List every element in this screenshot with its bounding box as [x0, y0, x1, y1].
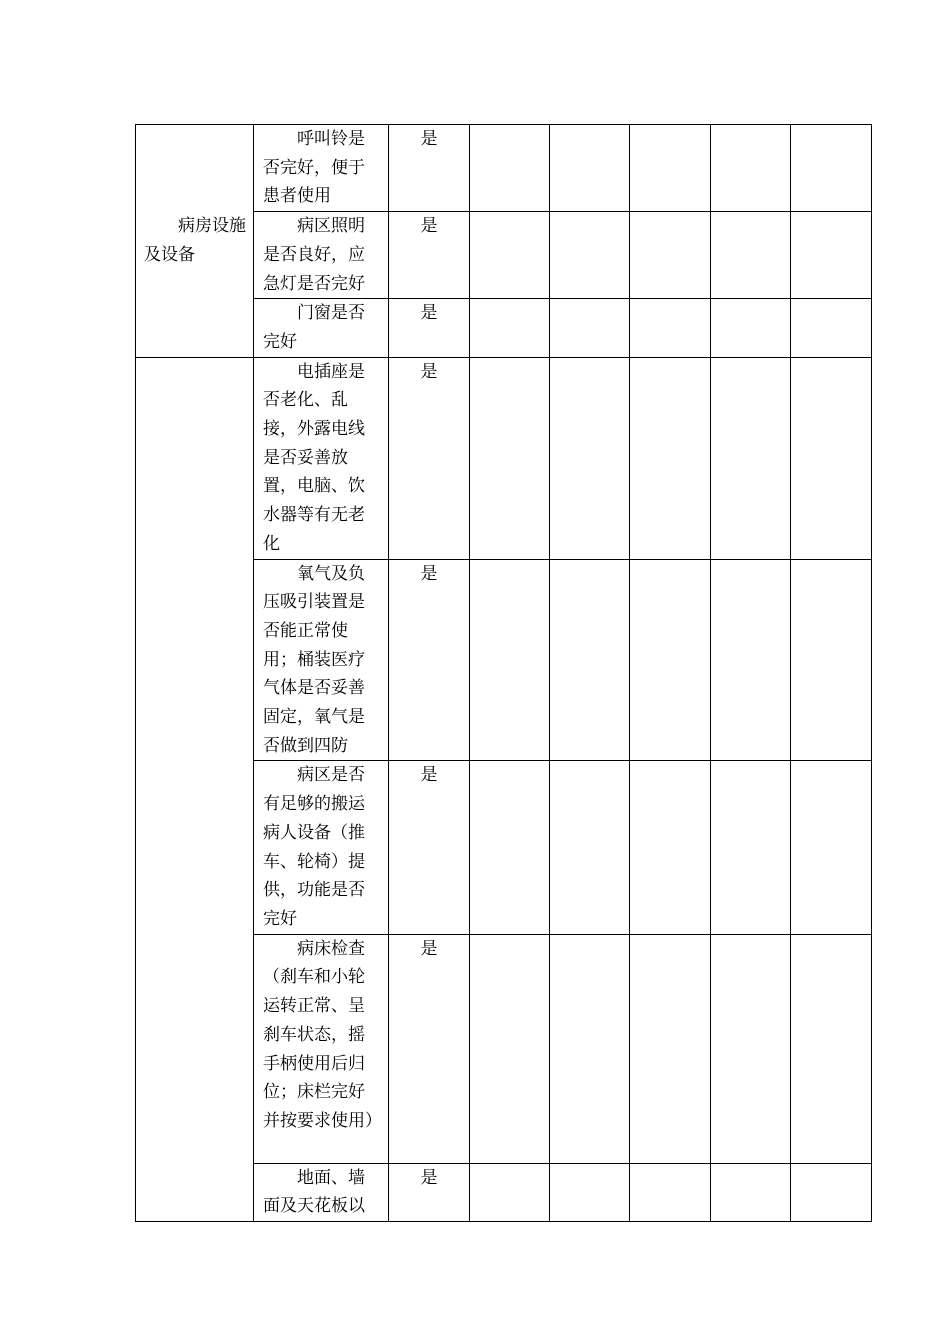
answer-text: 是 — [420, 1167, 438, 1188]
blank-cell[interactable] — [630, 559, 711, 761]
answer-cell — [389, 125, 470, 212]
table-row — [136, 1163, 872, 1221]
answer-cell — [389, 357, 470, 559]
answer-text: 是 — [420, 563, 438, 584]
blank-cell[interactable] — [711, 761, 791, 934]
blank-cell[interactable] — [470, 357, 550, 559]
answer-cell — [389, 559, 470, 761]
blank-cell[interactable] — [470, 761, 550, 934]
blank-cell[interactable] — [630, 357, 711, 559]
blank-cell[interactable] — [630, 1163, 711, 1221]
answer-cell — [389, 212, 470, 299]
category-continuation-cell — [136, 761, 254, 934]
answer-text: 是 — [420, 303, 438, 324]
category-continuation-cell — [136, 357, 254, 559]
blank-cell[interactable] — [630, 299, 711, 357]
blank-cell[interactable] — [470, 125, 550, 212]
blank-cell[interactable] — [550, 357, 630, 559]
item-cell — [254, 299, 389, 357]
item-text: 病区照明是否良好，应急灯是否完好 — [263, 216, 365, 294]
item-cell — [254, 357, 389, 559]
blank-cell[interactable] — [630, 212, 711, 299]
blank-cell[interactable] — [791, 934, 872, 1163]
item-cell — [254, 212, 389, 299]
category-continuation-cell — [136, 934, 254, 1163]
blank-cell[interactable] — [470, 299, 550, 357]
item-text: 病床检查（刹车和小轮运转正常、呈刹车状态，摇手柄使用后归位；床栏完好并按要求使用） — [263, 938, 382, 1131]
answer-text: 是 — [420, 129, 438, 149]
table-row — [136, 934, 872, 1163]
blank-cell[interactable] — [630, 934, 711, 1163]
blank-cell[interactable] — [550, 761, 630, 934]
item-text: 氧气及负压吸引装置是否能正常使用；桶装医疗气体是否妥善固定，氧气是否做到四防 — [263, 563, 365, 756]
item-text: 病区是否有足够的搬运病人设备（推车、轮椅）提供，功能是否完好 — [263, 765, 365, 929]
blank-cell[interactable] — [550, 934, 630, 1163]
item-text: 地面、墙面及天花板以 — [263, 1167, 365, 1217]
category-cell — [136, 125, 254, 358]
item-cell — [254, 761, 389, 934]
blank-cell[interactable] — [711, 357, 791, 559]
item-cell — [254, 1163, 389, 1221]
blank-cell[interactable] — [791, 299, 872, 357]
blank-cell[interactable] — [470, 934, 550, 1163]
inspection-checklist-table — [135, 124, 872, 1222]
table-row — [136, 357, 872, 559]
item-cell — [254, 559, 389, 761]
item-cell — [254, 934, 389, 1163]
blank-cell[interactable] — [630, 761, 711, 934]
blank-cell[interactable] — [630, 125, 711, 212]
blank-cell[interactable] — [711, 1163, 791, 1221]
table-row — [136, 761, 872, 934]
answer-cell — [389, 761, 470, 934]
category-continuation-cell — [136, 1163, 254, 1221]
blank-cell[interactable] — [470, 1163, 550, 1221]
blank-cell[interactable] — [550, 559, 630, 761]
blank-cell[interactable] — [711, 212, 791, 299]
blank-cell[interactable] — [791, 559, 872, 761]
blank-cell[interactable] — [711, 934, 791, 1163]
item-text: 门窗是否完好 — [263, 303, 365, 352]
table-row — [136, 559, 872, 761]
item-text: 电插座是否老化、乱接，外露电线是否妥善放置，电脑、饮水器等有无老化 — [263, 361, 365, 554]
blank-cell[interactable] — [791, 125, 872, 212]
answer-cell — [389, 1163, 470, 1221]
blank-cell[interactable] — [711, 559, 791, 761]
item-text: 呼叫铃是否完好，便于患者使用 — [263, 129, 365, 207]
blank-cell[interactable] — [791, 212, 872, 299]
blank-cell[interactable] — [791, 357, 872, 559]
blank-cell[interactable] — [711, 299, 791, 357]
category-continuation-cell — [136, 559, 254, 761]
blank-cell[interactable] — [470, 559, 550, 761]
category-label: 病房设施及设备 — [144, 216, 246, 265]
blank-cell[interactable] — [550, 212, 630, 299]
answer-cell — [389, 299, 470, 357]
answer-cell — [389, 934, 470, 1163]
blank-cell[interactable] — [711, 125, 791, 212]
blank-cell[interactable] — [550, 125, 630, 212]
blank-cell[interactable] — [550, 1163, 630, 1221]
answer-text: 是 — [420, 938, 438, 959]
answer-text: 是 — [420, 765, 438, 786]
answer-text: 是 — [420, 216, 438, 237]
blank-cell[interactable] — [791, 761, 872, 934]
blank-cell[interactable] — [470, 212, 550, 299]
answer-text: 是 — [420, 361, 438, 382]
table-row — [136, 125, 872, 212]
blank-cell[interactable] — [791, 1163, 872, 1221]
blank-cell[interactable] — [550, 299, 630, 357]
item-cell — [254, 125, 389, 212]
